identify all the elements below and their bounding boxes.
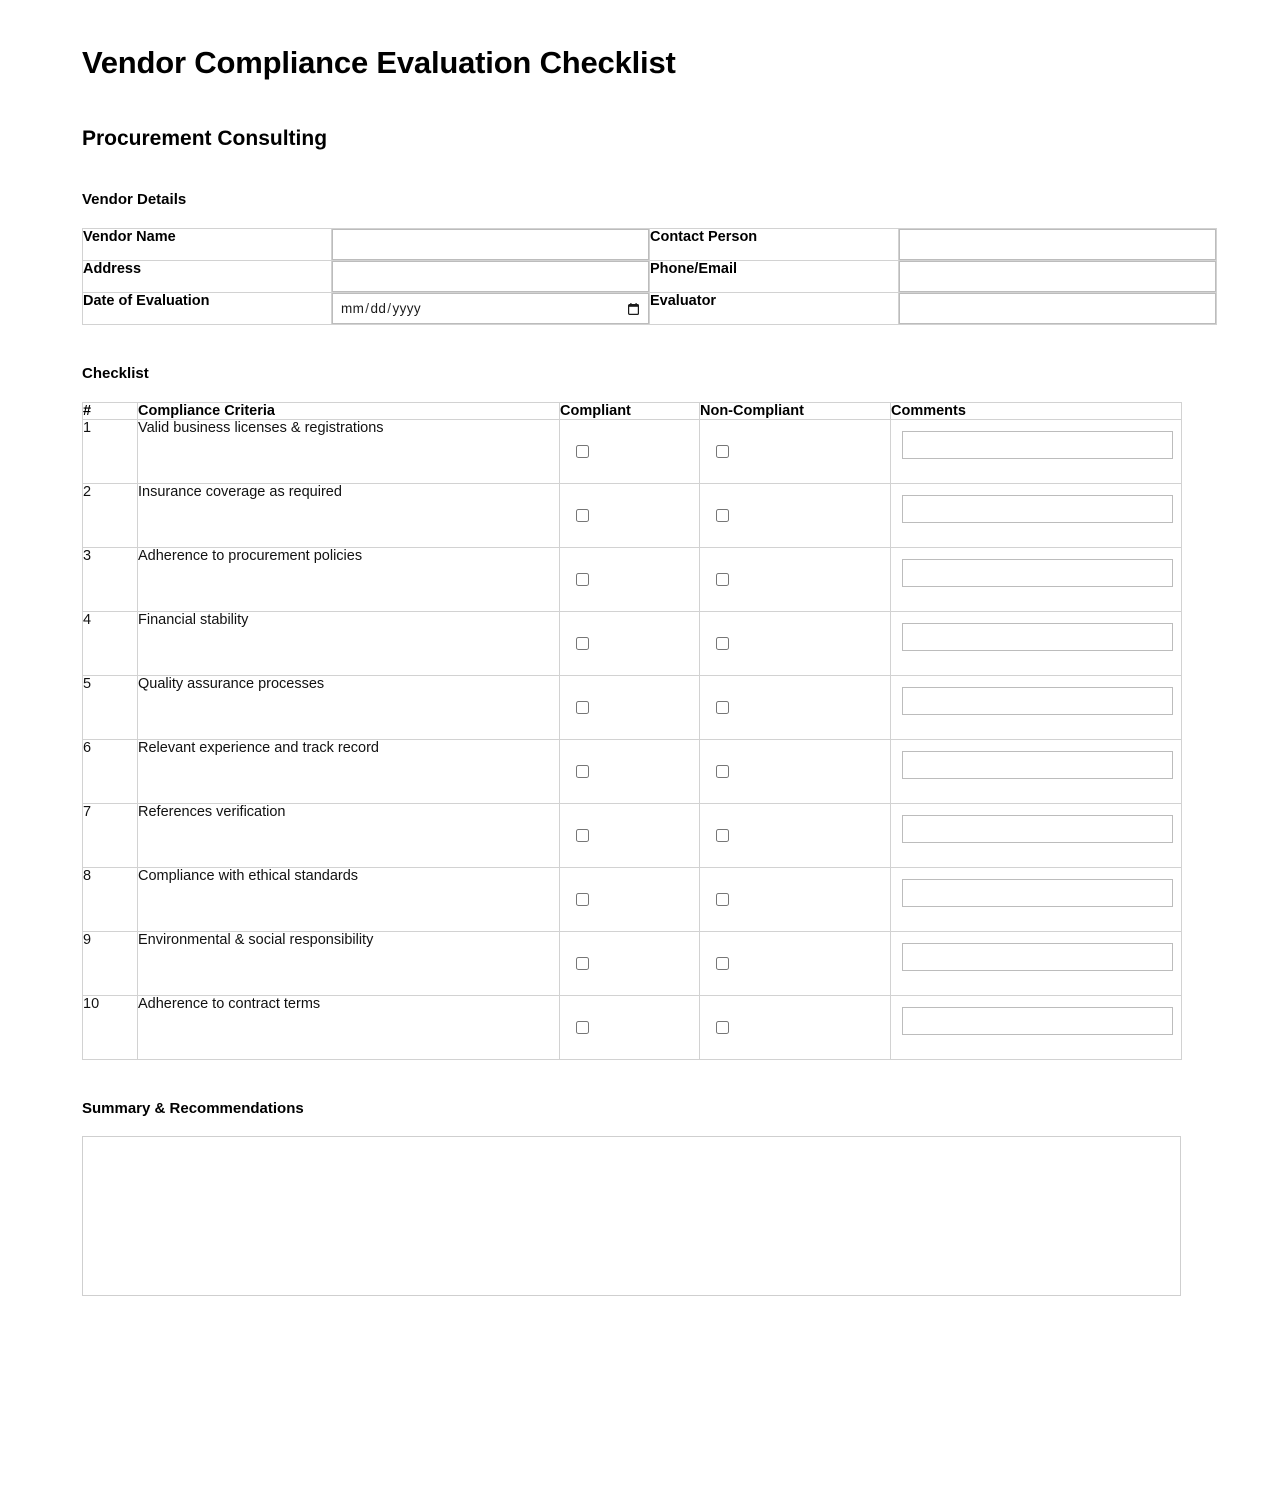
compliant-checkbox[interactable] (576, 957, 589, 970)
row-number: 10 (83, 995, 138, 1059)
vendor-name-cell (332, 228, 650, 260)
compliant-checkbox[interactable] (576, 765, 589, 778)
compliant-checkbox[interactable] (576, 509, 589, 522)
row-number: 5 (83, 675, 138, 739)
compliant-checkbox[interactable] (576, 701, 589, 714)
non-compliant-cell (700, 739, 891, 803)
compliant-cell (560, 867, 700, 931)
non-compliant-cell (700, 547, 891, 611)
comment-input[interactable] (902, 623, 1173, 651)
comments-cell (891, 995, 1182, 1059)
table-row (83, 419, 1182, 483)
non-compliant-cell (700, 931, 891, 995)
phone-email-input[interactable] (899, 261, 1216, 292)
column-header-criteria: Compliance Criteria (138, 402, 560, 419)
table-row (83, 260, 1217, 292)
table-row (83, 483, 1182, 547)
criteria-text: Valid business licenses & registrations (138, 419, 560, 483)
comment-input[interactable] (902, 495, 1173, 523)
criteria-text: Compliance with ethical standards (138, 867, 560, 931)
address-label: Address (83, 260, 332, 292)
compliant-cell (560, 611, 700, 675)
non-compliant-checkbox[interactable] (716, 701, 729, 714)
vendor-name-label: Vendor Name (83, 228, 332, 260)
comment-input[interactable] (902, 943, 1173, 971)
contact-person-label: Contact Person (650, 228, 899, 260)
non-compliant-checkbox[interactable] (716, 637, 729, 650)
contact-person-cell (899, 228, 1217, 260)
page-title: Vendor Compliance Evaluation Checklist (82, 45, 676, 80)
non-compliant-cell (700, 675, 891, 739)
date-of-evaluation-label: Date of Evaluation (83, 292, 332, 324)
row-number: 4 (83, 611, 138, 675)
non-compliant-cell (700, 419, 891, 483)
checklist-heading: Checklist (82, 364, 149, 382)
non-compliant-checkbox[interactable] (716, 445, 729, 458)
summary-heading: Summary & Recommendations (82, 1099, 304, 1117)
non-compliant-cell (700, 611, 891, 675)
comment-input[interactable] (902, 815, 1173, 843)
compliant-cell (560, 803, 700, 867)
date-day-part: dd (370, 300, 387, 316)
compliant-checkbox[interactable] (576, 637, 589, 650)
non-compliant-checkbox[interactable] (716, 829, 729, 842)
vendor-details-heading: Vendor Details (82, 190, 187, 208)
comments-cell (891, 867, 1182, 931)
non-compliant-checkbox[interactable] (716, 893, 729, 906)
address-cell (332, 260, 650, 292)
compliant-checkbox[interactable] (576, 829, 589, 842)
comments-cell (891, 739, 1182, 803)
comments-cell (891, 803, 1182, 867)
comments-cell (891, 419, 1182, 483)
row-number: 6 (83, 739, 138, 803)
table-row (83, 611, 1182, 675)
criteria-text: References verification (138, 803, 560, 867)
checklist-body (83, 419, 1182, 1059)
checklist-table (82, 402, 1182, 1060)
compliant-cell (560, 419, 700, 483)
comment-input[interactable] (902, 559, 1173, 587)
criteria-text: Financial stability (138, 611, 560, 675)
compliant-cell (560, 675, 700, 739)
date-of-evaluation-cell (332, 292, 650, 324)
table-row (83, 867, 1182, 931)
evaluator-cell (899, 292, 1217, 324)
table-row (83, 931, 1182, 995)
compliant-cell (560, 995, 700, 1059)
criteria-text: Adherence to procurement policies (138, 547, 560, 611)
comments-cell (891, 483, 1182, 547)
row-number: 9 (83, 931, 138, 995)
criteria-text: Quality assurance processes (138, 675, 560, 739)
phone-email-cell (899, 260, 1217, 292)
phone-email-label: Phone/Email (650, 260, 899, 292)
table-row (83, 675, 1182, 739)
column-header-number: # (83, 402, 138, 419)
comments-cell (891, 611, 1182, 675)
non-compliant-checkbox[interactable] (716, 957, 729, 970)
non-compliant-checkbox[interactable] (716, 573, 729, 586)
compliant-cell (560, 739, 700, 803)
non-compliant-cell (700, 995, 891, 1059)
compliant-cell (560, 931, 700, 995)
comment-input[interactable] (902, 687, 1173, 715)
comments-cell (891, 931, 1182, 995)
column-header-comments: Comments (891, 402, 1182, 419)
date-year-part: yyyy (392, 300, 422, 316)
non-compliant-checkbox[interactable] (716, 765, 729, 778)
contact-person-input[interactable] (899, 229, 1216, 260)
compliant-checkbox[interactable] (576, 445, 589, 458)
row-number: 7 (83, 803, 138, 867)
evaluator-label: Evaluator (650, 292, 899, 324)
address-input[interactable] (332, 261, 649, 292)
date-separator: / (365, 300, 370, 316)
table-row (83, 228, 1217, 260)
vendor-name-input[interactable] (332, 229, 649, 260)
calendar-icon[interactable] (628, 302, 639, 314)
row-number: 8 (83, 867, 138, 931)
row-number: 1 (83, 419, 138, 483)
compliant-cell (560, 547, 700, 611)
row-number: 2 (83, 483, 138, 547)
criteria-text: Insurance coverage as required (138, 483, 560, 547)
non-compliant-cell (700, 803, 891, 867)
page-subtitle: Procurement Consulting (82, 126, 328, 150)
evaluator-input[interactable] (899, 293, 1216, 324)
non-compliant-cell (700, 867, 891, 931)
checklist-header-row (83, 402, 1182, 419)
comment-input[interactable] (902, 751, 1173, 779)
table-row (83, 739, 1182, 803)
comments-cell (891, 675, 1182, 739)
column-header-non-compliant: Non-Compliant (700, 402, 891, 419)
compliant-checkbox[interactable] (576, 1021, 589, 1034)
comment-input[interactable] (902, 879, 1173, 907)
non-compliant-checkbox[interactable] (716, 1021, 729, 1034)
vendor-details-table (82, 228, 1217, 325)
date-separator: / (387, 300, 392, 316)
date-of-evaluation-input[interactable] (332, 293, 649, 324)
row-number: 3 (83, 547, 138, 611)
column-header-compliant: Compliant (560, 402, 700, 419)
table-row (83, 292, 1217, 324)
compliant-checkbox[interactable] (576, 893, 589, 906)
date-placeholder-text (341, 301, 421, 316)
compliant-cell (560, 483, 700, 547)
compliant-checkbox[interactable] (576, 573, 589, 586)
date-month-part: mm (341, 300, 365, 316)
comment-input[interactable] (902, 431, 1173, 459)
table-row (83, 995, 1182, 1059)
table-row (83, 547, 1182, 611)
criteria-text: Adherence to contract terms (138, 995, 560, 1059)
non-compliant-checkbox[interactable] (716, 509, 729, 522)
comment-input[interactable] (902, 1007, 1173, 1035)
summary-field-wrapper (82, 1136, 1181, 1296)
comments-cell (891, 547, 1182, 611)
criteria-text: Relevant experience and track record (138, 739, 560, 803)
criteria-text: Environmental & social responsibility (138, 931, 560, 995)
summary-textarea[interactable] (82, 1136, 1181, 1296)
non-compliant-cell (700, 483, 891, 547)
table-row (83, 803, 1182, 867)
